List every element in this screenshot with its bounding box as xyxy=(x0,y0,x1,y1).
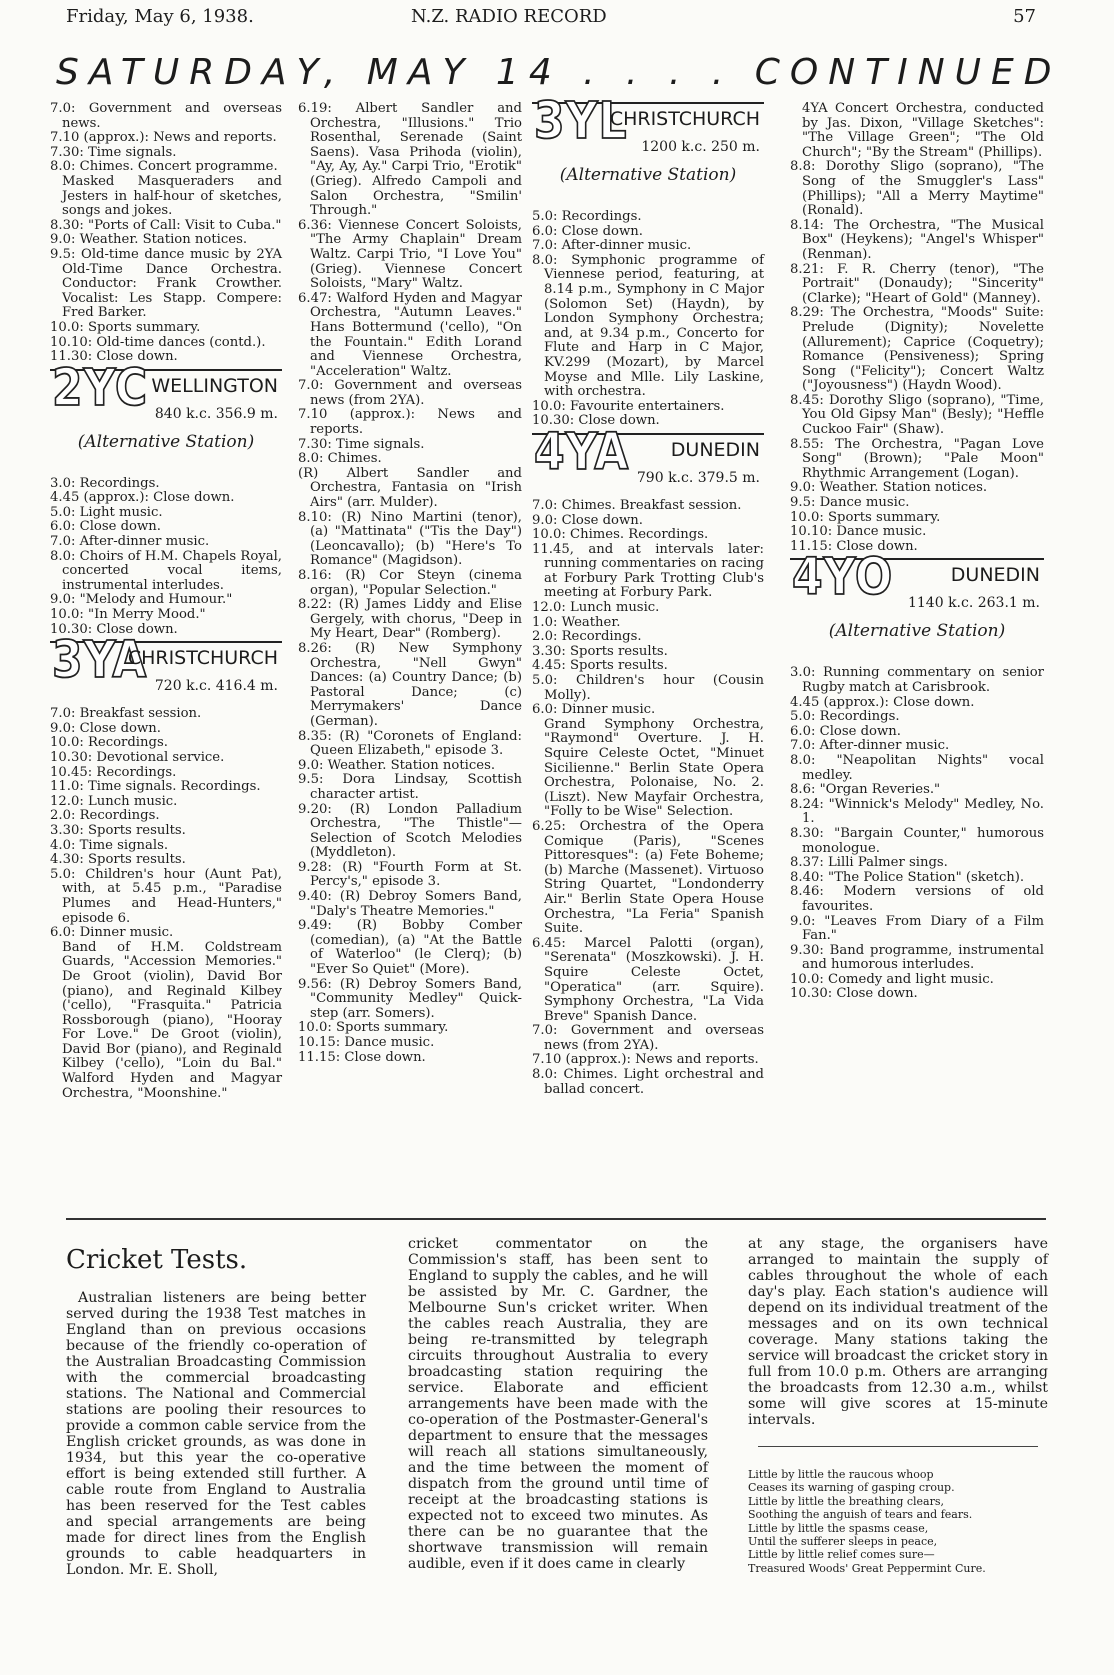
station-alternative-label: (Alternative Station) xyxy=(828,621,1006,642)
section-divider xyxy=(66,1218,1046,1220)
listing-item: 3.30: Sports results. xyxy=(532,643,668,659)
listing-item: 3.30: Sports results. xyxy=(50,822,186,838)
poem-line: Little by little the breathing clears, xyxy=(748,1494,945,1508)
listing-item: 11.0: Time signals. Recordings. xyxy=(50,779,261,795)
listing-item: 5.0: Light music. xyxy=(50,504,163,520)
listing-item: 6.25: Orchestra of the Opera Comique (Paris), "Scenes Pittoresques": (a) Fete Boheme; (b) Marche (Massenet). Virtuoso String Quartet, "Londonderry Air." Berlin State Opera House Orchestra, "La Feria" Spanish Suite. xyxy=(532,818,764,937)
listing-item: 9.0: Close down. xyxy=(532,512,643,528)
listing-item: 8.0: Chimes. Light orchestral and ballad concert. xyxy=(532,1067,764,1097)
day-banner: SATURDAY, MAY 14 . . . . CONTINUED xyxy=(56,52,1062,93)
poem-line: Ceases its warning of gasping croup. xyxy=(748,1481,955,1495)
listing-item: 10.0: Sports summary. xyxy=(298,1020,449,1036)
listing-item: 7.30: Time signals. xyxy=(298,436,425,452)
station-city: DUNEDIN xyxy=(670,438,760,461)
listing-item: 8.24: "Winnick's Melody" Medley, No. 1. xyxy=(790,796,1044,827)
poem-divider xyxy=(758,1446,1038,1447)
listing-detail: Grand Symphony Orchestra, "Raymond" Overture. J. H. Squire Celeste Octet, "Minuet Sicilienne." Berlin State Opera Orchestra, Polonaise, No. 2. (Liszt). New Mayfair Orchestra, "Folly to be Wise" Selection. xyxy=(544,716,764,820)
listing-item: 9.0: Weather. Station notices. xyxy=(790,480,988,496)
listing-item: 6.0: Close down. xyxy=(50,519,161,535)
listing-item: 8.14: The Orchestra, "The Musical Box" (Heykens); "Angel's Whisper" (Renman). xyxy=(790,217,1044,262)
listing-item: 8.0: Chimes. xyxy=(298,451,382,467)
listing-item: 10.30: Close down. xyxy=(532,413,660,429)
station-call-sign: 2YC xyxy=(52,358,149,418)
listing-item: 8.10: (R) Nino Martini (tenor), (a) "Mattinata" ("Tis the Day") (Leoncavallo); (b) "Here's To Romance" (Magidson). xyxy=(298,509,522,569)
listing-item: 4.45 (approx.): Close down. xyxy=(50,490,235,506)
listing-item: 8.30: "Bargain Counter," humorous monologue. xyxy=(790,825,1044,856)
listing-item: 9.5: Old-time dance music by 2YA Old-Time Dance Orchestra. Conductor: Frank Crowther. Vocalist: Les Stapp. Compere: Fred Barker. xyxy=(50,246,282,321)
listing-item: 8.21: F. R. Cherry (tenor), "The Portrait" (Donaudy); "Sincerity" (Clarke); "Heart of Gold" (Manney). xyxy=(790,261,1044,306)
listing-item: 10.30: Close down. xyxy=(50,621,178,637)
listing-item: 9.0: "Melody and Humour." xyxy=(50,592,233,608)
station-header xyxy=(50,358,282,471)
listing-item: 8.29: The Orchestra, "Moods" Suite: Prelude (Dignity); Novelette (Allurement); Caprice (Coquetry); Romance (Pensiveness); Spring Song ("Felicity"); Concert Waltz ("Joyousness") (Haydn Wood). xyxy=(790,305,1044,394)
listing-item: 8.35: (R) "Coronets of England: Queen Elizabeth," episode 3. xyxy=(298,728,522,759)
listing-item: 11.15: Close down. xyxy=(790,538,918,554)
listing-item: 9.5: Dora Lindsay, Scottish character artist. xyxy=(298,772,522,802)
listing-item: 3.0: Running commentary on senior Rugby match at Carisbrook. xyxy=(790,665,1044,695)
listing-item: 10.0: Recordings. xyxy=(50,735,168,751)
listing-item: 9.0: "Leaves From Diary of a Film Fan." xyxy=(790,913,1044,944)
listing-item: 8.26: (R) New Symphony Orchestra, "Nell Gwyn" Dances: (a) Country Dance; (b) Pastoral Dance; (c) Merrymakers' Dance (German). xyxy=(298,640,522,729)
listing-item: 6.45: Marcel Palotti (organ), "Serenata" (Moszkowski). J. H. Squire Celeste Octet, "Operatica" (arr. Squire). Symphony Orchestra, "La Vida Breve" Spanish Dance. xyxy=(532,935,764,1024)
column-3 xyxy=(532,92,764,1097)
listing-item: 9.56: (R) Debroy Somers Band, "Community Medley" Quick-step (arr. Somers). xyxy=(298,976,522,1021)
listing-item: 8.46: Modern versions of old favourites. xyxy=(790,884,1044,914)
station-call-sign: 3YA xyxy=(52,631,148,691)
listing-item: 9.30: Band programme, instrumental and humorous interludes. xyxy=(790,942,1044,973)
station-header xyxy=(532,92,764,204)
listing-item: 8.6: "Organ Reveries." xyxy=(790,782,941,798)
listing-item: 10.0: Sports summary. xyxy=(790,509,941,525)
station-call-sign: 4YO xyxy=(792,548,894,608)
publication-title: N.Z. RADIO RECORD xyxy=(411,6,607,27)
station-call-sign: 3YL xyxy=(534,92,628,151)
listing-item: 7.0: Government and overseas news. xyxy=(50,101,282,131)
listing-item: 7.0: After-dinner music. xyxy=(532,238,692,254)
station-frequency: 840 k.c. 356.9 m. xyxy=(154,405,278,422)
listing-item: 8.37: Lilli Palmer sings. xyxy=(790,855,948,871)
listing-item: 9.40: (R) Debroy Somers Band, "Daly's Theatre Memories." xyxy=(298,889,522,919)
listing-item: 4.30: Sports results. xyxy=(50,852,186,868)
listing-item: 7.0: After-dinner music. xyxy=(790,738,950,754)
advert-poem xyxy=(748,1468,1048,1575)
listing-item: 7.0: Government and overseas news (from 2YA). xyxy=(532,1023,764,1053)
listing-item: 10.30: Close down. xyxy=(790,986,918,1002)
listing-item: 9.0: Close down. xyxy=(50,720,161,736)
listing-item: 10.10: Old-time dances (contd.). xyxy=(50,334,266,350)
listing-item: 10.10: Dance music. xyxy=(790,524,927,540)
page-header xyxy=(66,6,1036,32)
listing-item: 6.0: Close down. xyxy=(532,223,643,239)
listing-item: 9.0: Weather. Station notices. xyxy=(50,232,248,248)
listing-item: 11.30: Close down. xyxy=(50,349,178,365)
listing-item: 6.47: Walford Hyden and Magyar Orchestra, "Autumn Leaves." Hans Bottermund ('cello), "On the Fountain." Edith Lorand and Viennese Orchestra, "Acceleration" Waltz. xyxy=(298,290,522,379)
listing-item: 7.0: Government and overseas news (from 2YA). xyxy=(298,378,522,408)
listing-item: 10.45: Recordings. xyxy=(50,764,177,780)
listing-item: 8.22: (R) James Liddy and Elise Gergely, with chorus, "Deep in My Heart, Dear" (Romberg). xyxy=(298,597,522,642)
listing-item: 5.0: Recordings. xyxy=(532,209,642,224)
station-frequency: 1140 k.c. 263.1 m. xyxy=(907,595,1040,612)
cricket-column-1 xyxy=(66,1290,366,1578)
listing-item: 8.55: The Orchestra, "Pagan Love Song" (Brown); "Pale Moon" Rhythmic Arrangement (Logan). xyxy=(790,436,1044,481)
poem-line: Little by little relief comes sure— xyxy=(748,1548,935,1562)
listing-item: 10.0: Chimes. Recordings. xyxy=(532,527,709,543)
listing-item: 7.0: Chimes. Breakfast session. xyxy=(532,497,742,513)
cricket-column-3 xyxy=(748,1236,1048,1428)
station-alternative-label: (Alternative Station) xyxy=(77,431,255,452)
listing-item: 10.0: Comedy and light music. xyxy=(790,971,994,987)
station-header xyxy=(532,423,764,493)
station-city: DUNEDIN xyxy=(950,564,1040,587)
listing-item: 10.0: Sports summary. xyxy=(50,319,201,335)
column-4 xyxy=(790,102,1044,1002)
listing-item: 12.0: Lunch music. xyxy=(532,600,660,616)
listing-item: 5.0: Children's hour (Cousin Molly). xyxy=(532,673,764,703)
column-2 xyxy=(298,102,522,1065)
poem-line: Little by little the raucous whoop xyxy=(748,1468,934,1481)
listing-item: 12.0: Lunch music. xyxy=(50,793,178,809)
cricket-text-1: Australian listeners are being better served during the 1938 Test matches in England than on previous occasions because of the friendly co-operation of the Australian Broadcasting Commission with the commercial broadcasting stations. The National and Commercial stations are pooling their resources to provide a common cable service from the English cricket grounds, as was done in 1934, but this year the co-operative effort is being extended still further. A cable route from England to Australia has been reserved for the Test cables and special arrangements are being made for direct lines from the English grounds to cable headquarters in London. Mr. E. Sholl, xyxy=(66,1290,366,1578)
station-frequency: 1200 k.c. 250 m. xyxy=(641,139,760,155)
listing-detail: Masked Masqueraders and Jesters in half-hour of sketches, songs and jokes. xyxy=(62,173,282,219)
listing-item: 7.10 (approx.): News and reports. xyxy=(532,1052,759,1068)
cricket-text-3: at any stage, the organisers have arranged to maintain the supply of cables throughout the whole of each day's play. Each station's audience will depend on its individual treatment of the messages and on its own technical coverage. Many stations taking the service will broadcast the cricket story in full from 10.0 p.m. Others are arranging the broadcasts from 12.30 a.m., whilst some will give scores at 15-minute intervals. xyxy=(748,1236,1048,1428)
cricket-text-2: cricket commentator on the Commission's staff, has been sent to England to supply the cables, and he will be assisted by Mr. C. Gardner, the Melbourne Sun's cricket writer. When the cables reach Australia, they are being re-transmitted by telegraph circuits throughout Australia to every broadcasting station requiring the service. Elaborate and efficient arrangements have been made with the co-operation of the Postmaster-General's department to ensure that the messages will reach all stations simultaneously, and the time between the moment of dispatch from the ground until time of receipt at the broadcasting stations is expected not to exceed two minutes. As there can be no guarantee that the shortwave transmission will remain audible, even if it does came in clearly xyxy=(408,1236,708,1572)
listing-item: 9.20: (R) London Palladium Orchestra, "The Thistle"—Selection of Scotch Melodies (Myddleton). xyxy=(298,801,522,861)
column-1 xyxy=(50,102,282,1101)
listing-detail: Band of H.M. Coldstream Guards, "Accession Memories." De Groot (violin), David Bor (piano), and Reginald Kilbey ('cello), "Frasquita." Patricia Rossborough (piano), "Hooray For Love." De Groot (violin), David Bor (piano), and Reginald Kilbey ('cello), "Loin du Bal." Walford Hyden and Magyar Orchestra, "Moonshine." xyxy=(62,939,282,1101)
listing-item: 2.0: Recordings. xyxy=(50,808,160,824)
listing-item: 8.0: Symphonic programme of Viennese period, featuring, at 8.14 p.m., Symphony in C Major (Solomon Set) (Haydn), by London Symphony Orchestra; and, at 9.34 p.m., Concerto for Flute and Harp in C Major, KV.299 (Mozart), by Marcel Moyse and Mlle. Lily Laskine, with orchestra. xyxy=(532,252,764,400)
listing-item: 11.45, and at intervals later: running commentaries on racing at Forbury Park Trotting Club's meeting at Forbury Park. xyxy=(532,541,764,601)
listing-item: 7.10 (approx.): News and reports. xyxy=(50,130,277,146)
station-frequency: 790 k.c. 379.5 m. xyxy=(636,469,760,486)
listing-item: 8.16: (R) Cor Steyn (cinema organ), "Popular Selection." xyxy=(298,568,522,598)
listing-item: 10.0: "In Merry Mood." xyxy=(50,607,206,623)
listing-item: 8.0: Choirs of H.M. Chapels Royal, concerted vocal items, instrumental interludes. xyxy=(50,548,282,593)
cricket-column-2 xyxy=(408,1236,708,1572)
listing-item: 3.0: Recordings. xyxy=(50,475,160,491)
listing-item: 1.0: Weather. xyxy=(532,614,621,630)
listing-item: 9.28: (R) "Fourth Form at St. Percy's," episode 3. xyxy=(298,859,522,890)
issue-date: Friday, May 6, 1938. xyxy=(66,6,254,27)
station-call-sign: 4YA xyxy=(534,423,630,482)
station-city: WELLINGTON xyxy=(151,374,278,397)
listing-item: 10.15: Dance music. xyxy=(298,1035,435,1050)
listing-item: (R) Albert Sandler and Orchestra, Fantasia on "Irish Airs" (arr. Mulder). xyxy=(298,465,522,511)
listing-item: 7.0: Breakfast session. xyxy=(50,706,202,722)
page-number: 57 xyxy=(1013,6,1036,27)
station-frequency: 720 k.c. 416.4 m. xyxy=(154,678,278,695)
station-city: CHRISTCHURCH xyxy=(127,647,278,670)
listing-item: 7.0: After-dinner music. xyxy=(50,534,210,550)
listing-detail: 4YA Concert Orchestra, conducted by Jas. Dixon, "Village Sketches": "The Village Green"; "The Old Church"; "By the Stream" (Phillips). xyxy=(802,101,1044,160)
poem-line: Treasured Woods' Great Peppermint Cure. xyxy=(748,1561,986,1575)
station-header xyxy=(50,631,282,701)
listing-item: 10.30: Devotional service. xyxy=(50,750,225,765)
listing-item: 8.8: Dorothy Sligo (soprano), "The Song of the Smuggler's Lass" (Phillips); "All a Merry Maytime" (Ronald). xyxy=(790,159,1044,219)
listing-item: 8.0: "Neapolitan Nights" vocal medley. xyxy=(790,752,1044,783)
listing-item: 6.0: Dinner music. xyxy=(532,702,656,718)
listing-item: 6.36: Viennese Concert Soloists, "The Army Chaplain" Dream Waltz. Carpi Trio, "I Love You" (Grieg). Viennese Concert Soloists, "Mary" Waltz. xyxy=(298,217,522,292)
listing-item: 8.45: Dorothy Sligo (soprano), "Time, You Old Gipsy Man" (Besly); "Heffle Cuckoo Fair" (Shaw). xyxy=(790,392,1044,438)
listing-item: 10.0: Favourite entertainers. xyxy=(532,398,725,414)
cricket-title: Cricket Tests. xyxy=(66,1245,248,1275)
listing-item: 7.10 (approx.): News and reports. xyxy=(298,407,522,438)
poem-line: Soothing the anguish of tears and fears. xyxy=(748,1508,973,1522)
poem-line: Until the sufferer sleeps in peace, xyxy=(748,1535,938,1549)
listing-item: 6.0: Dinner music. xyxy=(50,925,174,941)
listing-item: 4.45 (approx.): Close down. xyxy=(790,694,975,710)
listing-item: 9.5: Dance music. xyxy=(790,495,910,511)
listing-item: 6.0: Close down. xyxy=(790,723,901,739)
listing-item: 11.15: Close down. xyxy=(298,1049,426,1065)
station-city: CHRISTCHURCH xyxy=(609,108,760,130)
listing-item: 8.0: Chimes. Concert programme. xyxy=(50,159,278,175)
listing-item: 7.30: Time signals. xyxy=(50,144,177,160)
listing-item: 5.0: Children's hour (Aunt Pat), with, at 5.45 p.m., "Paradise Plumes and Head-Hunters," episode 6. xyxy=(50,866,282,926)
listing-item: 2.0: Recordings. xyxy=(532,629,642,645)
listing-item: 9.0: Weather. Station notices. xyxy=(298,757,496,773)
listing-item: 4.45: Sports results. xyxy=(532,658,668,674)
listing-item: 6.19: Albert Sandler and Orchestra, "Illusions." Trio Rosenthal, Serenade (Saint Saens). Vasa Prihoda (violin), "Ay, Ay, Ay." Carpi Trio, "Erotik" (Grieg). Alfredo Campoli and Salon Orchestra, "Smilin' Through." xyxy=(298,101,522,219)
listing-item: 8.40: "The Police Station" (sketch). xyxy=(790,869,1025,885)
station-header xyxy=(790,548,1044,660)
poem-line: Little by little the spasms cease, xyxy=(748,1521,929,1535)
listing-item: 5.0: Recordings. xyxy=(790,709,900,725)
listing-item: 4.0: Time signals. xyxy=(50,837,169,853)
listing-item: 8.30: "Ports of Call: Visit to Cuba." xyxy=(50,217,282,233)
listing-item: 9.49: (R) Bobby Comber (comedian), (a) "At the Battle of Waterloo" (le Clerq); (b) "Ever So Quiet" (More). xyxy=(298,918,522,978)
station-alternative-label: (Alternative Station) xyxy=(559,165,737,185)
